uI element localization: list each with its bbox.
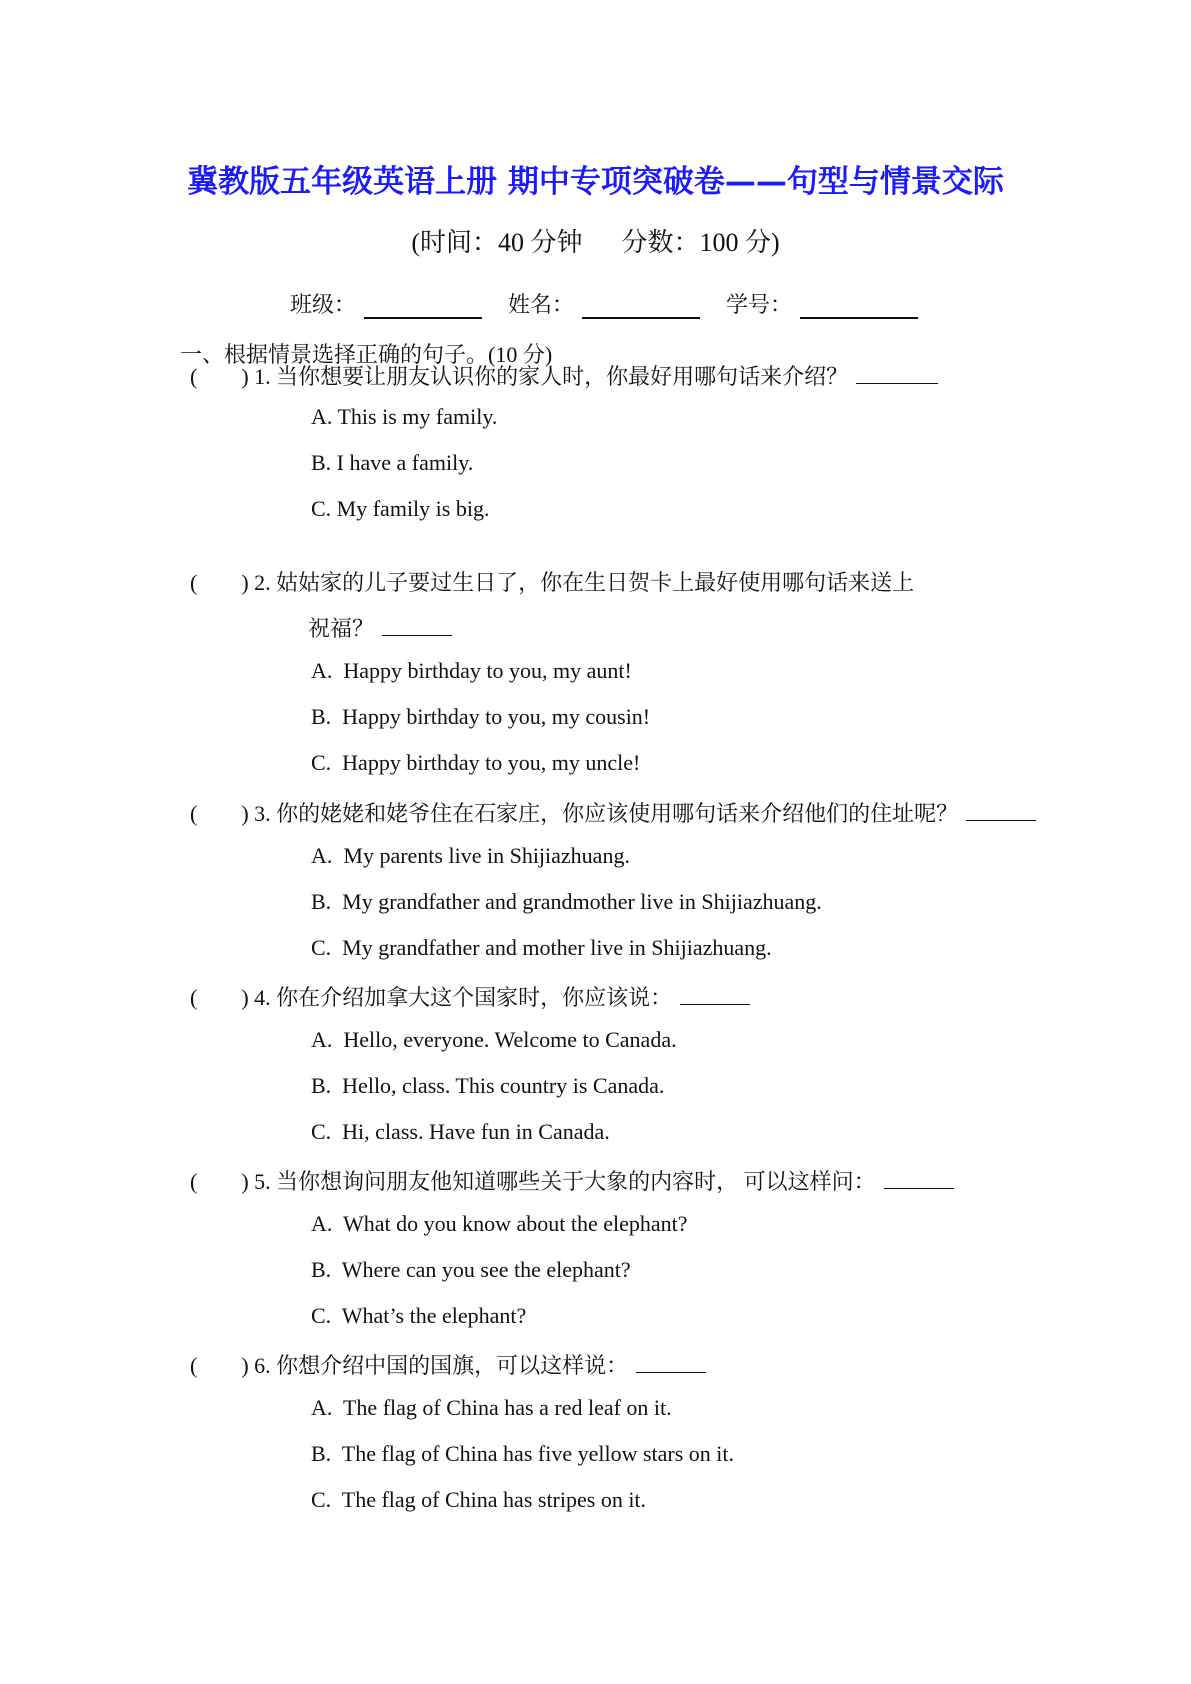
option-c: C. The flag of China has stripes on it. [311, 1487, 647, 1512]
name-label: 姓名： [508, 292, 575, 317]
option-a: A. My parents live in Shijiazhuang. [311, 843, 630, 868]
document-title: 冀教版五年级英语上册 期中专项突破卷——句型与情景交际 [187, 164, 1004, 200]
option-b: B. Hello, class. This country is Canada. [311, 1073, 665, 1098]
answer-paren[interactable]: ( ) [190, 985, 249, 1010]
student-info-row [290, 288, 944, 319]
question-stem: 4. 你在介绍加拿大这个国家时，你应该说： [254, 985, 673, 1010]
question-2 [190, 566, 914, 597]
section-heading: 一、根据情景选择正确的句子。(10 分) [180, 342, 553, 367]
option-c: C. My family is big. [311, 496, 490, 521]
answer-paren[interactable]: ( ) [190, 364, 249, 389]
question-stem: 3. 你的姥姥和姥爷住在石家庄，你应该使用哪句话来介绍他们的住址呢？ [254, 801, 959, 826]
question-stem-cont: 祝福？ [308, 616, 375, 641]
question-stem: 2. 姑姑家的儿子要过生日了，你在生日贺卡上最好使用哪句话来送上 [254, 570, 915, 595]
student-id-blank[interactable] [800, 295, 918, 319]
student-id-label: 学号： [726, 292, 793, 317]
class-blank[interactable] [364, 295, 482, 319]
option-a: A. This is my family. [311, 404, 498, 429]
question-3 [190, 797, 1036, 828]
option-c: C. Happy birthday to you, my uncle! [311, 750, 641, 775]
option-c: C. Hi, class. Have fun in Canada. [311, 1119, 610, 1144]
question-stem: 5. 当你想询问朋友他知道哪些关于大象的内容时， 可以这样问： [254, 1169, 876, 1194]
answer-blank[interactable] [636, 1352, 706, 1373]
answer-paren[interactable]: ( ) [190, 1169, 249, 1194]
question-stem: 1. 当你想要让朋友认识你的家人时，你最好用哪句话来介绍？ [254, 364, 849, 389]
option-b: B. The flag of China has five yellow stars on it. [311, 1441, 735, 1466]
question-4 [190, 981, 750, 1012]
question-6 [190, 1349, 706, 1380]
answer-blank[interactable] [856, 363, 938, 384]
option-a: A. Happy birthday to you, my aunt! [311, 658, 632, 683]
answer-paren[interactable]: ( ) [190, 570, 249, 595]
option-c: C. My grandfather and mother live in Shijiazhuang. [311, 935, 772, 960]
option-a: A. The flag of China has a red leaf on it. [311, 1395, 672, 1420]
exam-time-score: (时间：40 分钟 分数：100 分) [411, 228, 780, 257]
option-b: B. I have a family. [311, 450, 474, 475]
question-5 [190, 1165, 954, 1196]
name-blank[interactable] [582, 295, 700, 319]
option-c: C. What’s the elephant? [311, 1303, 527, 1328]
answer-blank[interactable] [884, 1168, 954, 1189]
question-2-cont [308, 612, 452, 643]
question-stem: 6. 你想介绍中国的国旗，可以这样说： [254, 1353, 629, 1378]
answer-paren[interactable]: ( ) [190, 801, 249, 826]
class-label: 班级： [290, 292, 357, 317]
option-a: A. Hello, everyone. Welcome to Canada. [311, 1027, 677, 1052]
answer-blank[interactable] [382, 615, 452, 636]
option-a: A. What do you know about the elephant? [311, 1211, 688, 1236]
answer-paren[interactable]: ( ) [190, 1353, 249, 1378]
option-b: B. Where can you see the elephant? [311, 1257, 631, 1282]
question-1 [190, 360, 938, 391]
option-b: B. My grandfather and grandmother live in Shijiazhuang. [311, 889, 822, 914]
answer-blank[interactable] [680, 984, 750, 1005]
option-b: B. Happy birthday to you, my cousin! [311, 704, 651, 729]
answer-blank[interactable] [966, 800, 1036, 821]
